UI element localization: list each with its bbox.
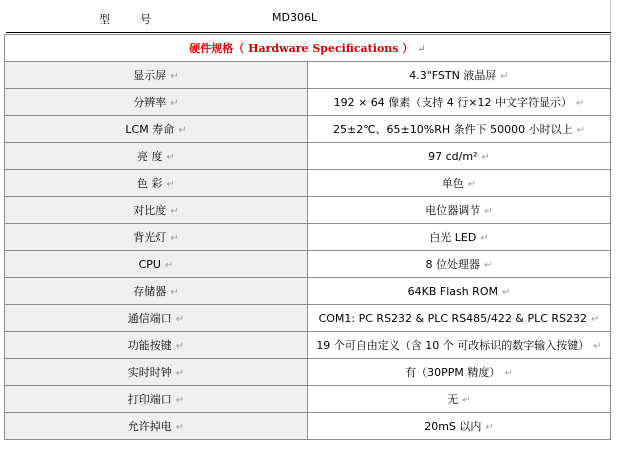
table-row [5,359,611,386]
spec-value: 4.3"FSTN 液晶屏 [409,69,497,82]
spec-label-cell [5,305,308,332]
paragraph-mark: ↵ [170,98,179,109]
spec-label: 分辨率 [133,96,167,109]
paragraph-mark: ↵ [501,286,511,298]
spec-value-cell [308,278,611,305]
paragraph-mark: ↵ [593,341,602,352]
spec-value: 单色 [441,177,464,190]
spec-label-cell [5,116,308,143]
hardware-spec-table [4,34,611,440]
spec-label: 色 彩 [137,177,163,190]
paragraph-mark: ↵ [166,179,175,190]
spec-value: 白光 LED [429,231,477,244]
paragraph-mark: ↵ [175,368,185,379]
spec-label: CPU [138,257,161,271]
spec-value: COM1: PC RS232 & PLC RS485/422 & PLC RS232 [318,311,588,325]
paragraph-mark: ↵ [175,314,185,325]
paragraph-mark: ↵ [462,395,471,406]
table-row [5,413,611,440]
spec-label-cell [5,332,308,359]
model-value: MD306L [272,11,318,24]
table-row [5,224,611,251]
spec-value-cell [308,359,611,386]
spec-label-cell [5,278,308,305]
paragraph-mark: ↵ [591,313,600,325]
spec-label-cell [5,143,308,170]
model-row [0,0,617,32]
paragraph-mark: ↵ [170,287,179,298]
spec-label: 实时时钟 [127,366,172,379]
paragraph-mark: ↵ [484,260,493,271]
table-row [5,89,611,116]
spec-value: 97 cd/m² [428,149,478,163]
right-edge-line [610,0,611,32]
paragraph-mark: ↵ [500,71,509,82]
table-row [5,332,611,359]
spec-label: 存储器 [133,285,167,298]
spec-value-cell [308,224,611,251]
spec-value-cell [308,251,611,278]
paragraph-mark: ↵ [485,422,494,433]
spec-label: LCM 寿命 [125,123,175,136]
spec-label: 允许掉电 [127,420,172,433]
table-row [5,170,611,197]
spec-value-cell [308,386,611,413]
spec-value: 有（30PPM 精度） [405,366,501,379]
paragraph-mark: ↵ [178,125,187,136]
paragraph-mark: ↵ [576,98,585,109]
spec-value-cell [308,143,611,170]
paragraph-mark: ↵ [504,368,513,379]
paragraph-mark: ↵ [175,422,185,433]
table-row [5,116,611,143]
spec-value: 192 × 64 像素（支持 4 行×12 中文字符显示） [333,96,572,109]
paragraph-mark: ↵ [480,233,489,244]
spec-value-cell [308,197,611,224]
paragraph-mark: ↵ [484,206,493,217]
spec-label: 打印端口 [127,393,172,406]
paragraph-mark: ↵ [170,71,179,82]
spec-label: 功能按键 [127,339,172,352]
spec-value: 25±2℃、65±10%RH 条件下 50000 小时以上 [332,123,573,136]
spec-value-cell [308,413,611,440]
spec-value-cell [308,62,611,89]
spec-value-cell [308,332,611,359]
spec-value-cell [308,89,611,116]
paragraph-mark: ↵ [166,152,175,163]
spec-label-cell [5,251,308,278]
spec-label-cell [5,413,308,440]
spec-value-cell [308,170,611,197]
model-label: 型号 [99,13,181,26]
spec-label: 亮 度 [137,150,163,163]
table-row [5,62,611,89]
spec-label: 通信端口 [127,312,172,325]
paragraph-mark: ↵ [175,395,185,406]
paragraph-mark: ↵ [481,151,490,163]
section-header-row [5,35,611,62]
paragraph-mark: ↵ [467,179,477,190]
spec-label: 对比度 [133,204,167,217]
section-header-text: 硬件规格（ Hardware Specifications ） [189,42,414,55]
spec-value: 电位器调节 [425,204,481,217]
paragraph-mark: ↵ [164,259,174,271]
paragraph-mark: ↵ [417,44,426,55]
spec-label-cell [5,224,308,251]
spec-value: 20mS 以内 [424,420,482,433]
paragraph-mark: ↵ [170,233,179,244]
paragraph-mark: ↵ [576,125,586,136]
spec-value: 64KB Flash ROM [407,284,498,298]
section-header-cell [5,35,611,62]
spec-rows [5,62,611,440]
table-row [5,305,611,332]
paragraph-mark: ↵ [175,341,185,352]
spec-label-cell [5,386,308,413]
spec-value: 8 位处理器 [425,258,481,271]
paragraph-mark: ↵ [170,206,179,217]
spec-label-cell [5,197,308,224]
table-row [5,278,611,305]
table-row [5,143,611,170]
spec-label-cell [5,62,308,89]
spec-label-cell [5,89,308,116]
table-row [5,197,611,224]
spec-label: 显示屏 [133,69,167,82]
spec-value-cell [308,116,611,143]
spec-label-cell [5,170,308,197]
spec-value: 无 [447,393,459,406]
table-row [5,386,611,413]
spec-label-cell [5,359,308,386]
model-underline [6,32,611,33]
table-row [5,251,611,278]
spec-value-cell [308,305,611,332]
spec-label: 背光灯 [133,231,167,244]
spec-value: 19 个可自由定义（含 10 个 可改标识的数字输入按键） [316,339,590,352]
